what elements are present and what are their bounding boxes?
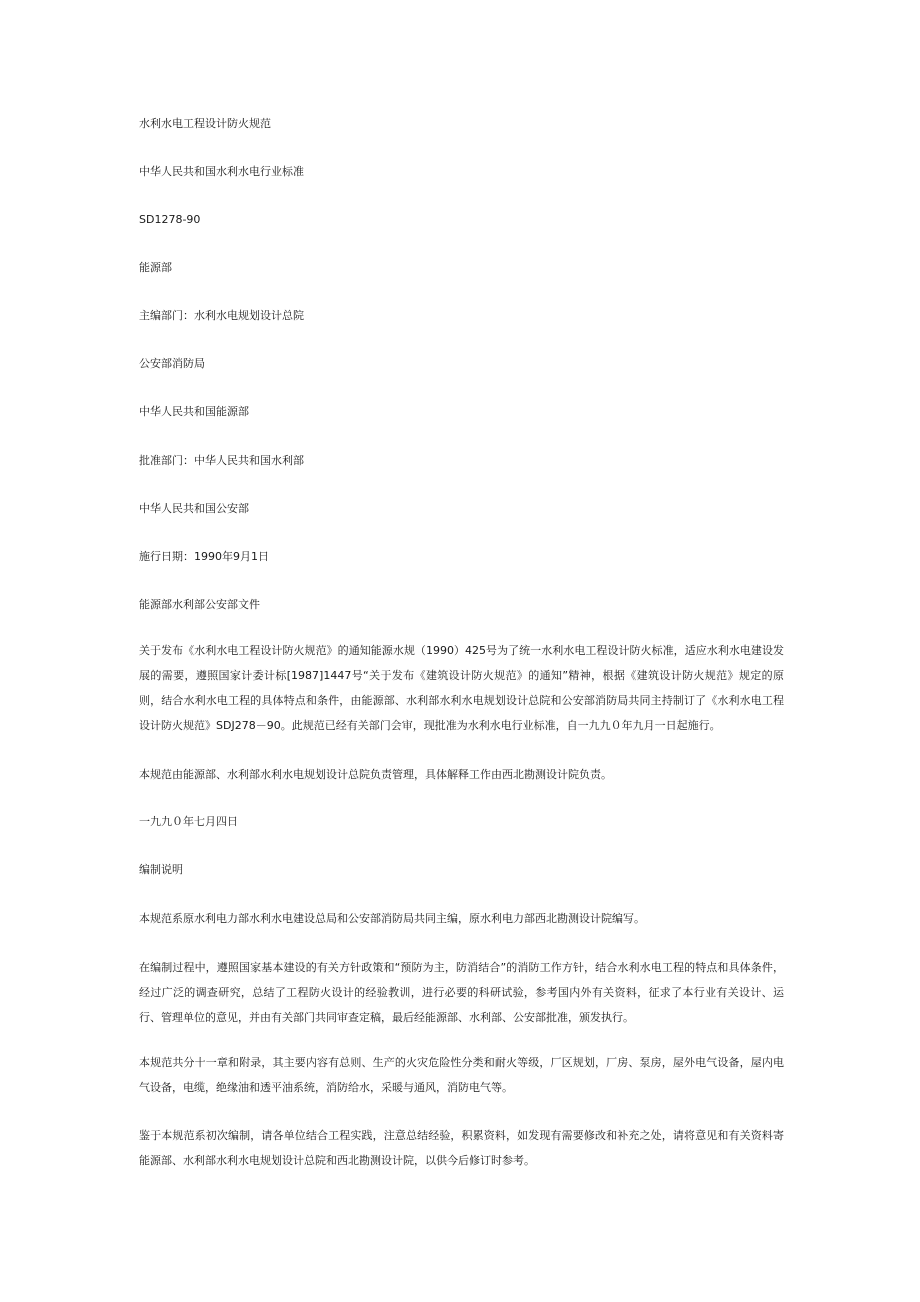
document-title: 水利水电工程设计防火规范 [139, 117, 271, 130]
effective-date-line: 施行日期：1990年9月1日 [139, 550, 269, 563]
management-paragraph: 本规范由能源部、水利部水利水电规划设计总院负责管理，具体解释工作由西北勘测设计院负责。 [139, 768, 612, 781]
explanation-paragraph: 在编制过程中，遵照国家基本建设的有关方针政策和“预防为主，防消结合”的消防工作方针，结合水利水电工程的特点和具体条件，经过广泛的调查研究，总结了工程防火设计的经验教训，进行必要的科研试验，参考国内外有关资料，征求了本行业有关设计、运行、管理单位的意见，并由有关部门共同审查定稿，最后经能源部、水利部、公安部批准，颁发执行。 [139, 961, 784, 1024]
section-heading: 编制说明 [139, 863, 183, 876]
notice-paragraph: 关于发布《水利水电工程设计防火规范》的通知能源水规（1990）425号为了统一水利水电工程设计防火标准，适应水利水电建设发展的需要，遵照国家计委计标[1987]1447号“关于发布《建筑设计防火规范》的通知”精神，根据《建筑设计防火规范》规定的原则，结合水利水电工程的具体特点和条件，由能源部、水利部水利水电规划设计总院和公安部消防局共同主持制订了《水利水电工程设计防火规范》SDJ278－90。此规范已经有关部门会审，现批准为水利水电行业标准，自一九九０年九月一日起施行。 [139, 644, 784, 732]
standard-code: SD1278-90 [139, 213, 201, 226]
joint-document-line: 能源部水利部公安部文件 [139, 598, 260, 611]
standard-line: 中华人民共和国水利水电行业标准 [139, 165, 304, 178]
chief-editor-line: 主编部门：水利水电规划设计总院 [139, 309, 304, 322]
explanation-paragraph: 鉴于本规范系初次编制，请各单位结合工程实践，注意总结经验，积累资料，如发现有需要修改和补充之处，请将意见和有关资料寄能源部、水利部水利水电规划设计总院和西北勘测设计院，以供今后修订时参考。 [139, 1129, 784, 1167]
issue-date-line: 一九九０年七月四日 [139, 815, 238, 828]
prc-public-security-line: 中华人民共和国公安部 [139, 502, 249, 515]
explanation-paragraph: 本规范系原水利电力部水利水电建设总局和公安部消防局共同主编，原水利电力部西北勘测设计院编写。 [139, 912, 645, 925]
ministry-energy: 能源部 [139, 261, 172, 274]
prc-energy-line: 中华人民共和国能源部 [139, 405, 249, 418]
fire-bureau-line: 公安部消防局 [139, 357, 205, 370]
explanation-paragraph: 本规范共分十一章和附录，其主要内容有总则、生产的火灾危险性分类和耐火等级，厂区规划，厂房、泵房，屋外电气设备，屋内电气设备，电缆，绝缘油和透平油系统，消防给水，采暖与通风，消防电气等。 [139, 1056, 784, 1094]
approval-line: 批准部门：中华人民共和国水利部 [139, 454, 304, 467]
